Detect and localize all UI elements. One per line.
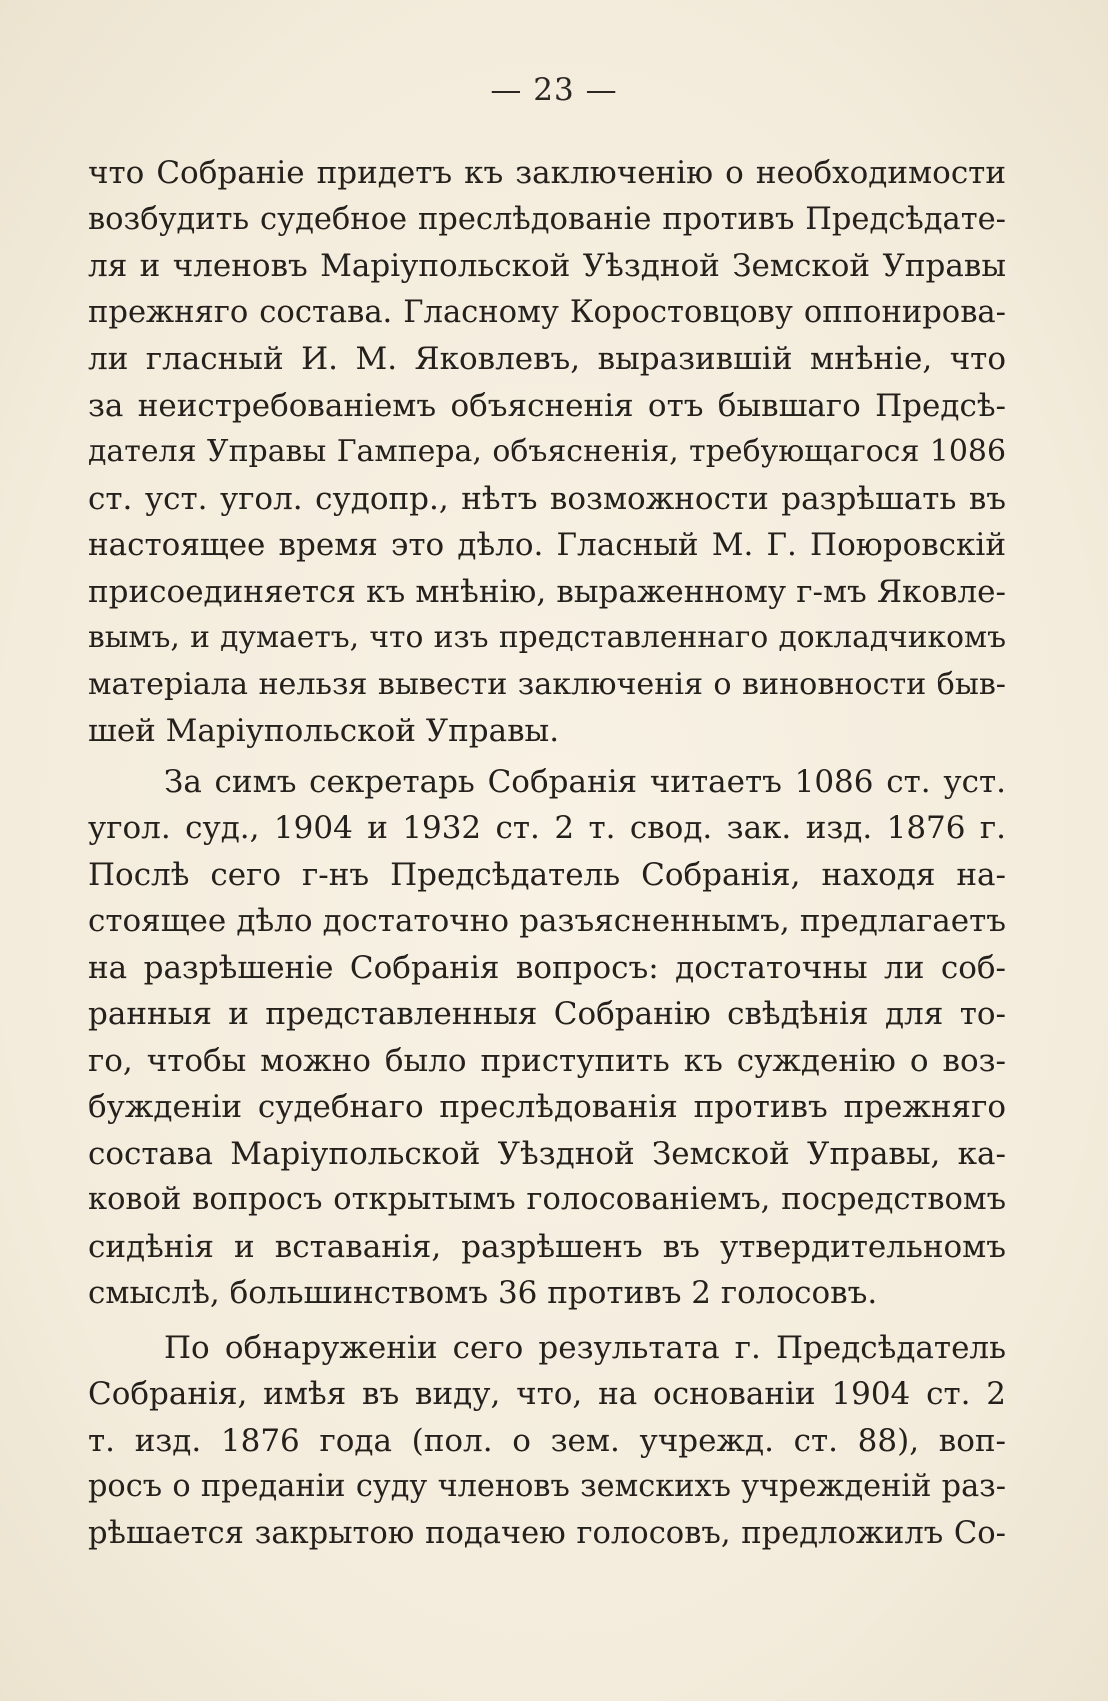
text-line: сидѣнія и вставанія, разрѣшенъ въ утвердительномъ <box>88 1228 1006 1265</box>
text-line: ст. уст. угол. судопр., нѣтъ возможности разрѣшать въ <box>88 480 1006 517</box>
text-line: рѣшается закрытою подачею голосовъ, предложилъ Со- <box>88 1515 1006 1551</box>
text-line: что Собраніе придетъ къ заключенію о необходимости <box>88 155 1006 191</box>
text-line: ля и членовъ Маріупольской Уѣздной Земской Управы <box>88 248 1006 284</box>
text-line: По обнаруженіи сего результата г. Предсѣдатель <box>164 1329 1006 1366</box>
text-line: ранныя и представленныя Собранію свѣдѣнія для то- <box>88 996 1006 1032</box>
paragraph-2 <box>88 759 1006 1317</box>
text-line: за неистребованіемъ объясненія отъ бывшаго Предсѣ- <box>88 387 1006 424</box>
text-line: Собранія, имѣя въ виду, что, на основаніи 1904 ст. 2 <box>88 1376 1006 1412</box>
paragraph-1 <box>88 150 1006 755</box>
page-number: — 23 — <box>490 72 618 108</box>
text-line: го, чтобы можно было приступить къ сужденію о воз- <box>88 1042 1006 1079</box>
text-line: ли гласный И. М. Яковлевъ, выразившій мнѣніе, что <box>88 341 1006 377</box>
text-line: Послѣ сего г-нъ Предсѣдатель Собранія, находя на- <box>88 856 1006 893</box>
text-line: т. изд. 1876 года (пол. о зем. учрежд. ст. 88), воп- <box>88 1422 1006 1459</box>
text-line: вымъ, и думаетъ, что изъ представленнаго докладчикомъ <box>88 620 1006 655</box>
text-line: росъ о преданіи суду членовъ земскихъ учрежденій раз- <box>88 1469 1006 1504</box>
text-line: матеріала нельзя вывести заключенія о виновности быв- <box>88 666 1006 702</box>
text-line: За симъ секретарь Собранія читаетъ 1086 ст. уст. <box>164 763 1006 800</box>
paragraph-3 <box>88 1325 1006 1558</box>
text-line: ковой вопросъ открытымъ голосованіемъ, посредствомъ <box>88 1182 1006 1217</box>
text-line: присоединяется къ мнѣнію, выраженному г-мъ Яковле- <box>88 573 1006 610</box>
text-line: прежняго состава. Гласному Коростовцову оппонирова- <box>88 294 1006 330</box>
text-line: дателя Управы Гампера, объясненія, требующагося 1086 <box>88 434 1006 469</box>
text-line: состава Маріупольской Уѣздной Земской Управы, ка- <box>88 1135 1006 1172</box>
text-line: смыслѣ, большинствомъ 36 противъ 2 голосовъ. <box>88 1275 878 1311</box>
text-line: на разрѣшеніе Собранія вопросъ: достаточны ли соб- <box>88 949 1006 986</box>
text-line: возбудить судебное преслѣдованіе противъ Предсѣдате- <box>88 201 1006 237</box>
text-line: угол. суд., 1904 и 1932 ст. 2 т. свод. зак. изд. 1876 г. <box>88 810 1006 846</box>
text-line: настоящее время это дѣло. Гласный М. Г. Поюровскій <box>88 527 1006 563</box>
text-line: стоящее дѣло достаточно разъясненнымъ, предлагаетъ <box>88 903 1006 939</box>
text-line: шей Маріупольской Управы. <box>88 713 560 749</box>
body-text <box>88 150 1006 1557</box>
text-line: бужденіи судебнаго преслѣдованія противъ прежняго <box>88 1089 1006 1125</box>
